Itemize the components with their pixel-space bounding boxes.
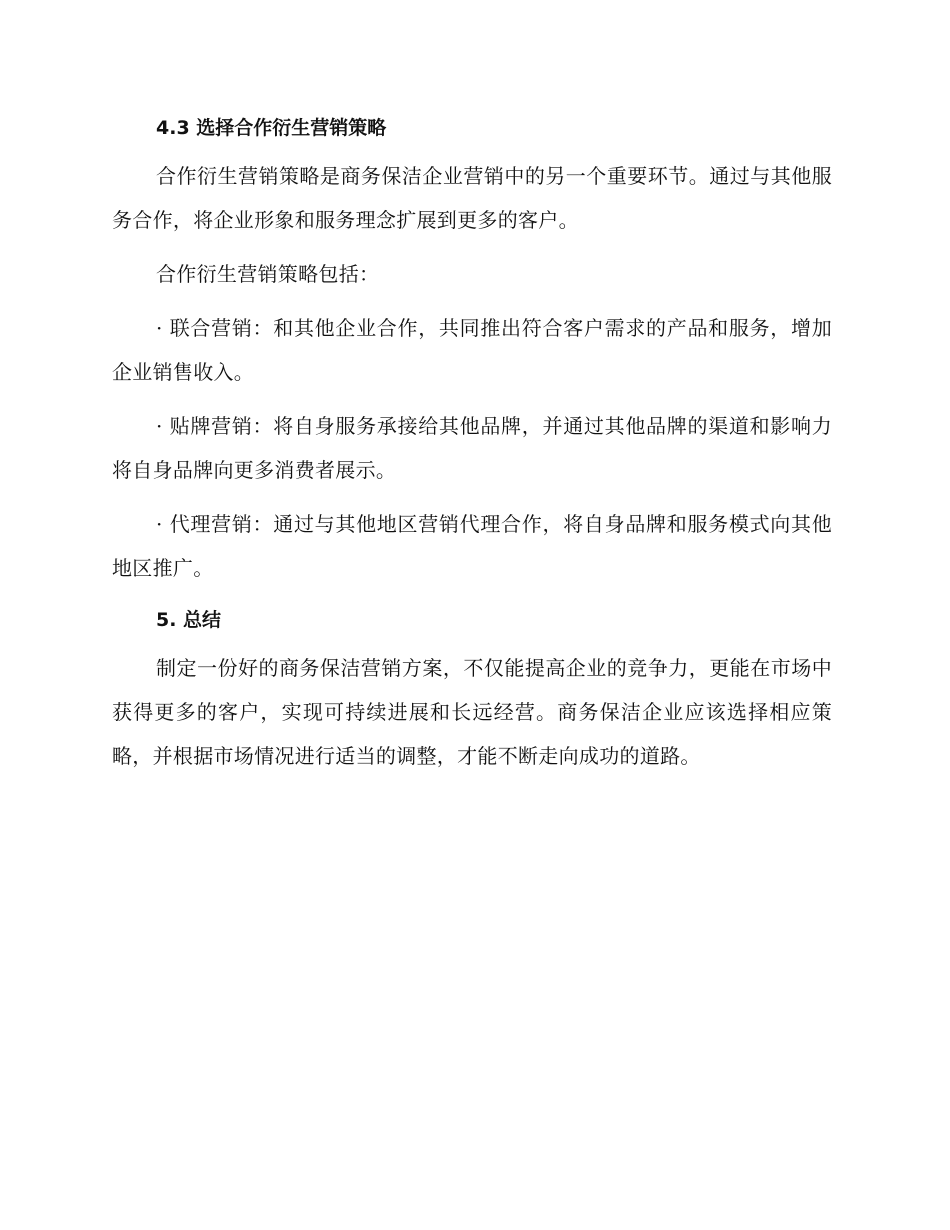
section-heading-4-3: 4.3 选择合作衍生营销策略 bbox=[156, 117, 387, 139]
section-5-summary-paragraph: 制定一份好的商务保洁营销方案，不仅能提高企业的竞争力，更能在市场中获得更多的客户，实现可持续进展和长远经营。商务保洁企业应该选择相应策略，并根据市场情况进行适当的调整，才能不断走向成功的道路。 bbox=[112, 656, 832, 768]
section-4-3-list-intro: 合作衍生营销策略包括： bbox=[156, 262, 380, 286]
list-item-joint-marketing: · 联合营销：和其他企业合作，共同推出符合客户需求的产品和服务，增加企业销售收入。 bbox=[112, 316, 832, 384]
list-item-agency-marketing: · 代理营销：通过与其他地区营销代理合作，将自身品牌和服务模式向其他地区推广。 bbox=[112, 512, 832, 580]
list-item-oem-marketing: · 贴牌营销：将自身服务承接给其他品牌，并通过其他品牌的渠道和影响力将自身品牌向更多消费者展示。 bbox=[112, 414, 832, 482]
document-content bbox=[112, 108, 832, 788]
section-heading-5: 5. 总结 bbox=[156, 609, 222, 631]
section-4-3-intro-paragraph: 合作衍生营销策略是商务保洁企业营销中的另一个重要环节。通过与其他服务合作，将企业形象和服务理念扩展到更多的客户。 bbox=[112, 164, 832, 232]
